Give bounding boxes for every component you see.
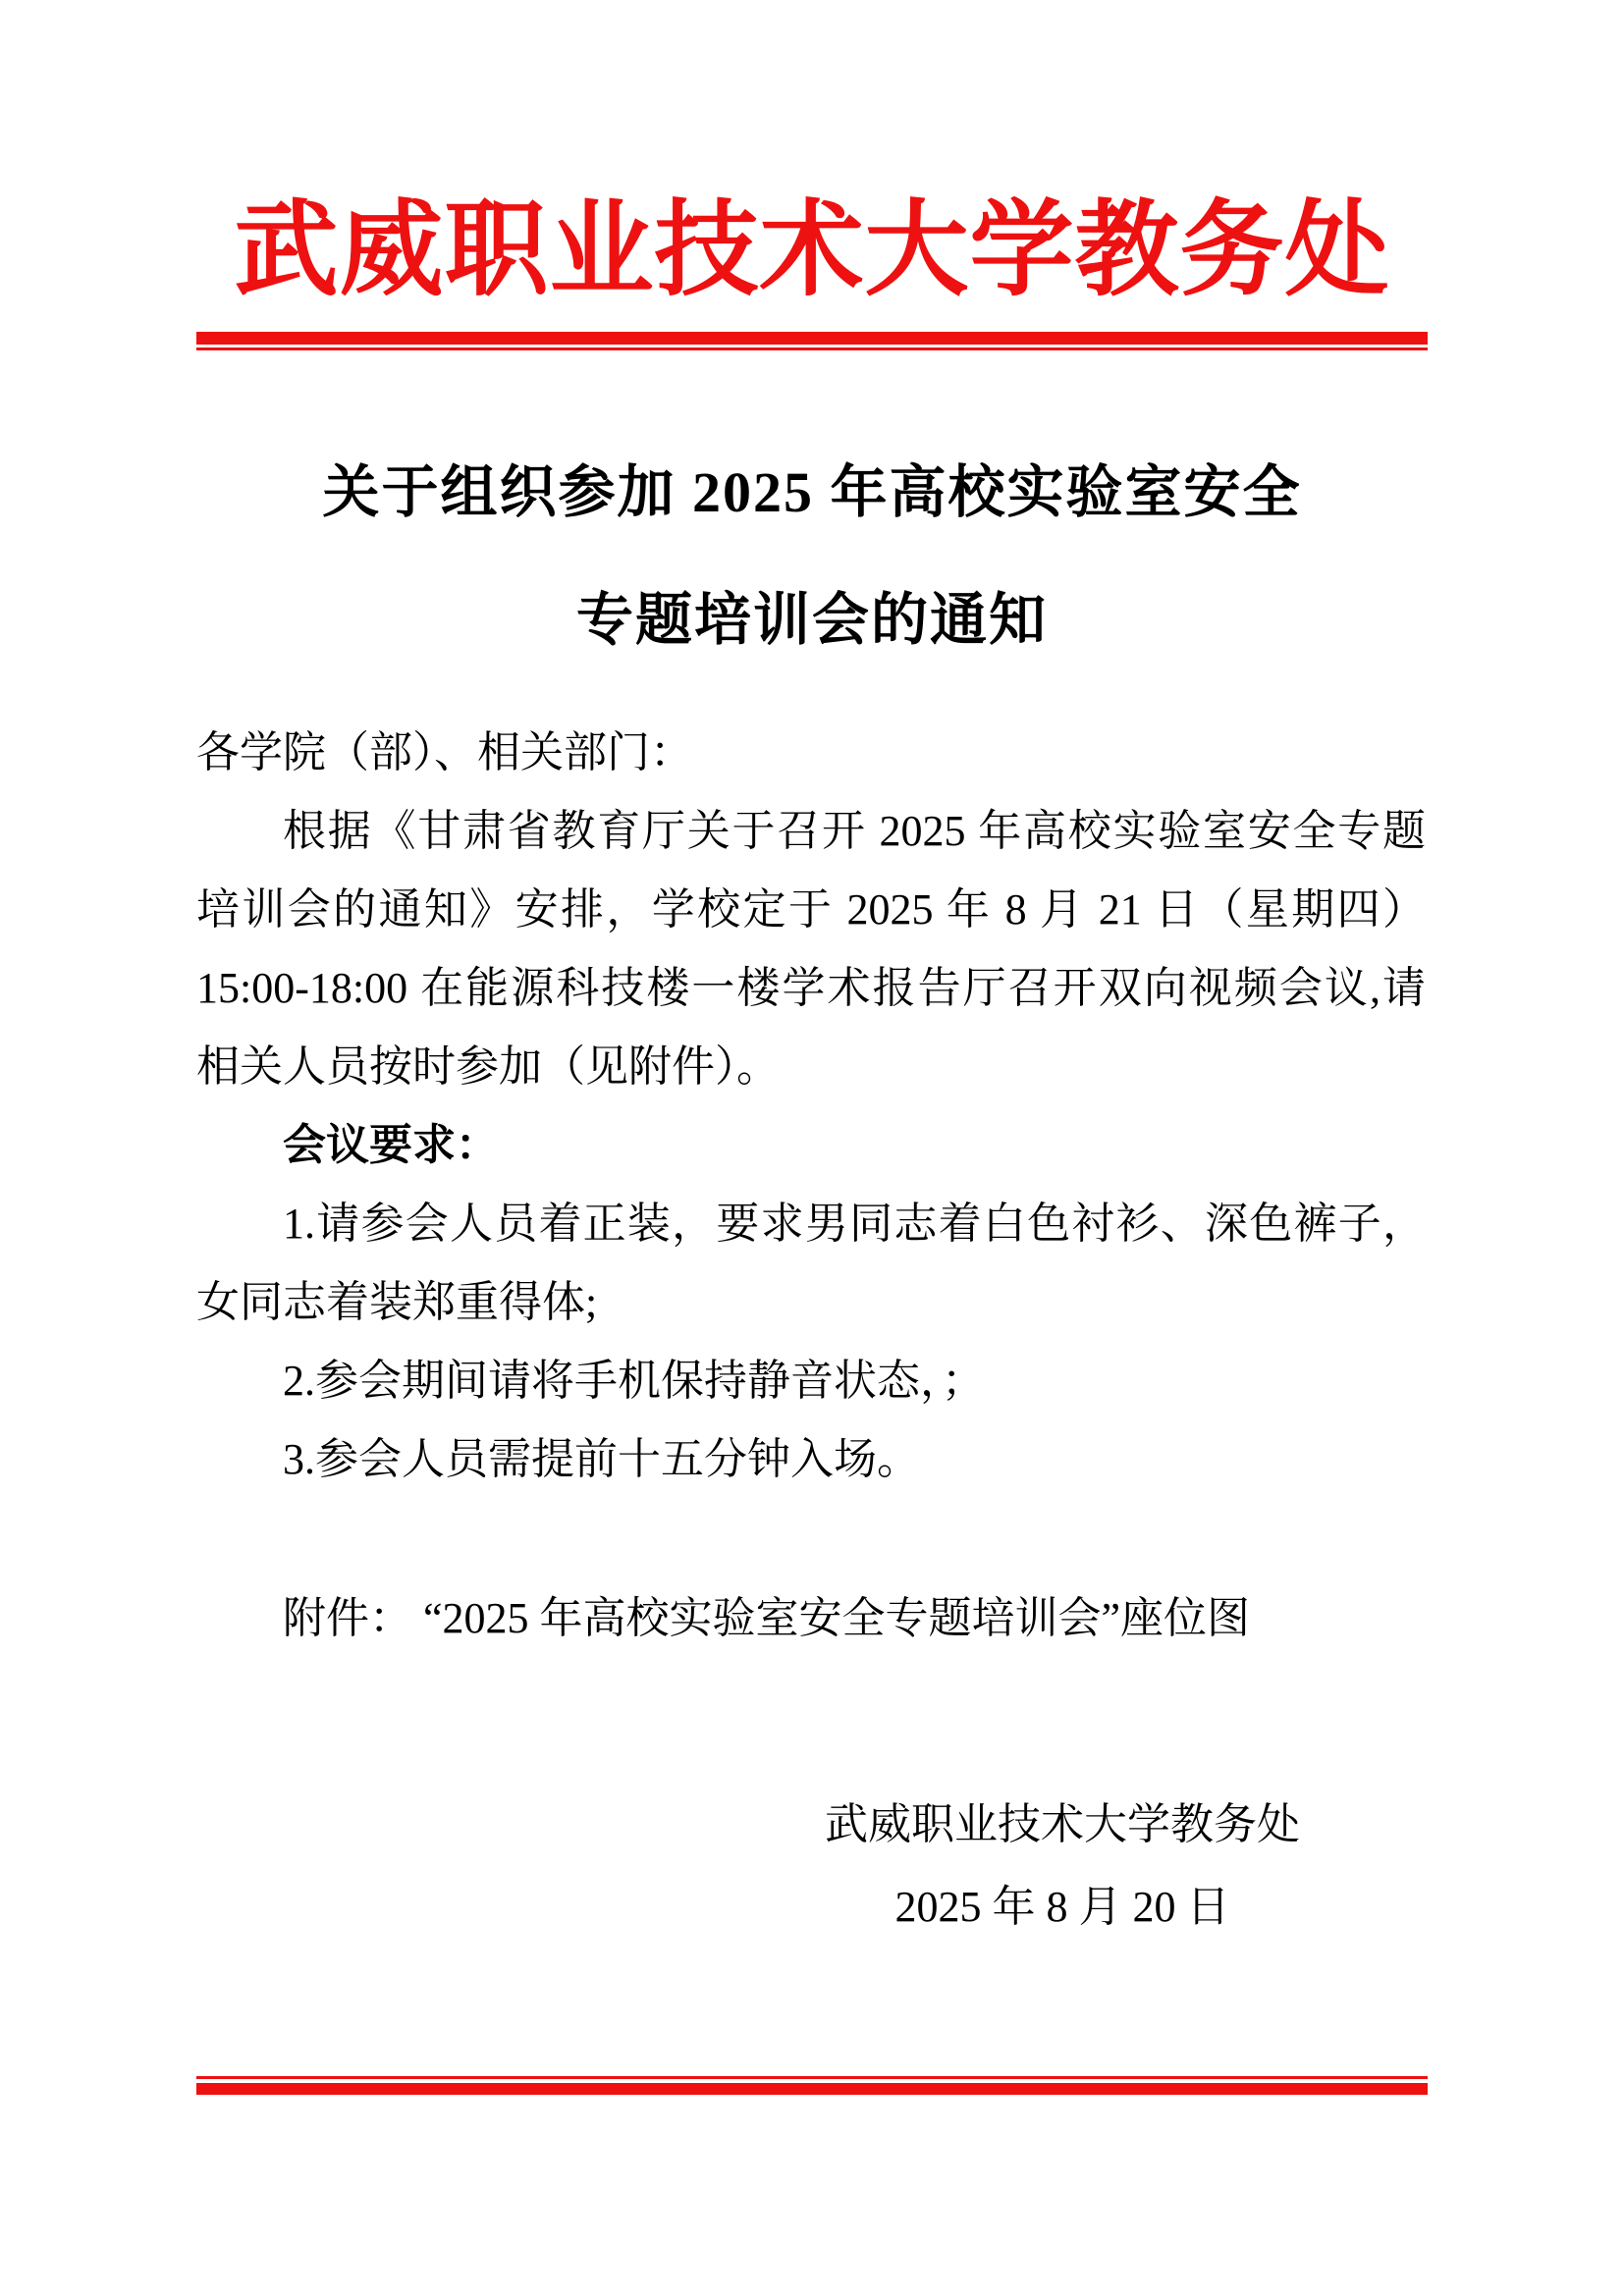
document-title-line-2: 专题培训会的通知 — [575, 588, 1048, 652]
requirement3-line: 3.参会人员需提前十五分钟入场。 — [283, 1435, 920, 1483]
paragraph1-line-4: 相关人员按时参加（见附件）。 — [196, 1042, 780, 1091]
paragraph1-line-3: 15:00-18:00 在能源科技楼一楼学术报告厅召开双向视频会议,请 — [196, 964, 1426, 1012]
notice-body — [196, 714, 1426, 1658]
bottom-divider-thin-rule — [196, 2076, 1428, 2079]
paragraph1-line-2: 培训会的通知》安排，学校定于 2025 年 8 月 21 日（星期四） — [196, 885, 1426, 934]
letterhead-org-name: 武威职业技术大学教务处 — [234, 193, 1390, 308]
document-title — [0, 429, 1624, 684]
bottom-divider-thick-rule — [196, 2083, 1428, 2095]
salutation-line: 各学院（部）、相关部门： — [196, 728, 693, 776]
signature-block — [825, 1784, 1300, 1949]
requirement1-line-1: 1.请参会人员着正装，要求男同志着白色衬衫、深色裤子， — [283, 1200, 1426, 1248]
bottom-divider — [196, 2076, 1428, 2095]
requirement1-line-2: 女同志着装郑重得体; — [196, 1278, 598, 1326]
top-divider-thin-rule — [196, 347, 1428, 350]
signature-date: 2025 年 8 月 20 日 — [894, 1883, 1230, 1931]
paragraph1-line-1: 根据《甘肃省教育厅关于召开 2025 年高校实验室安全专题 — [283, 807, 1426, 855]
top-divider — [196, 332, 1428, 350]
attachment-note: 附件： “2025 年高校实验室安全专题培训会”座位图 — [283, 1594, 1251, 1642]
document-title-line-1: 关于组织参加 2025 年高校实验室安全 — [322, 460, 1302, 524]
requirement2-line: 2.参会期间请将手机保持静音状态，； — [283, 1357, 985, 1405]
requirements-heading: 会议要求： — [283, 1121, 499, 1169]
signature-org: 武威职业技术大学教务处 — [825, 1800, 1300, 1848]
top-divider-thick-rule — [196, 332, 1428, 345]
